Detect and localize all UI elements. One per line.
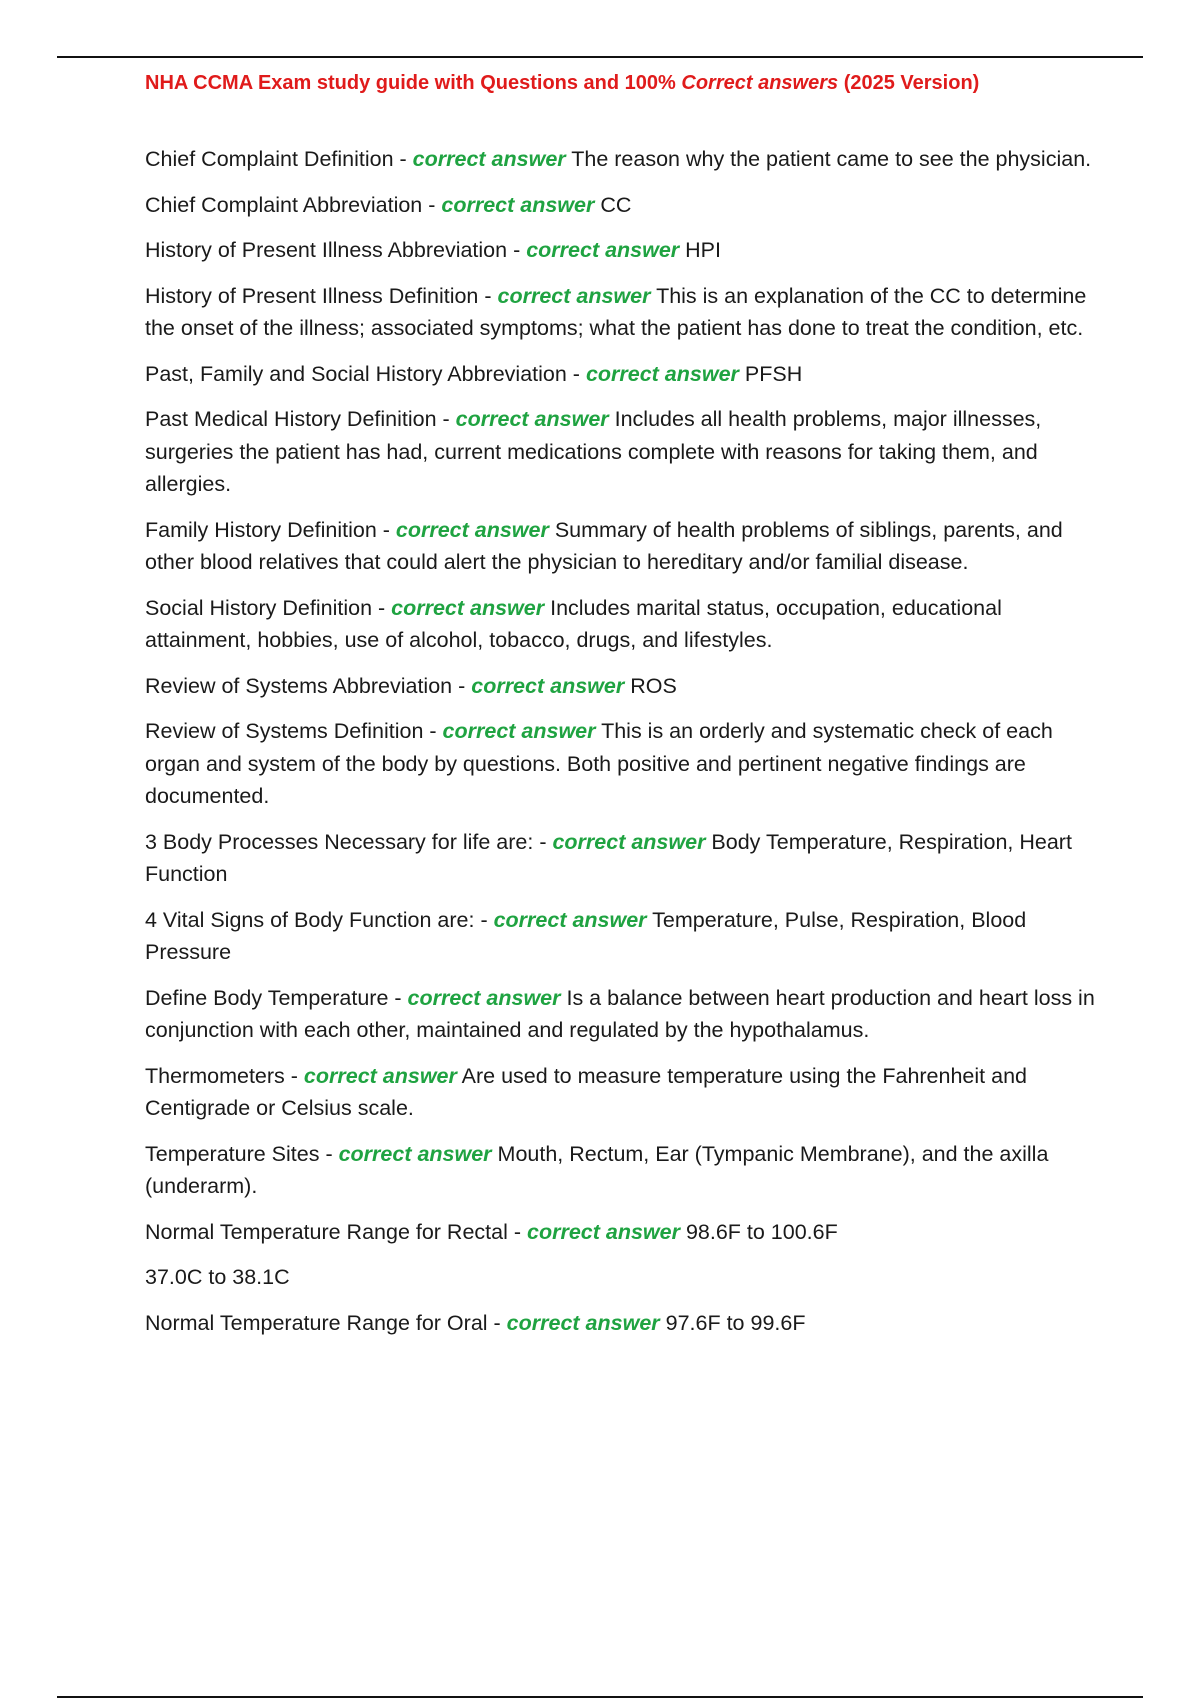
answer-text: Includes marital status, occupation, educational attainment, hobbies, use of alcohol, tobacco, drugs, and lifestyles. (145, 595, 1002, 652)
separator: - (533, 829, 553, 854)
question-text: Review of Systems Abbreviation (145, 673, 453, 698)
separator: - (507, 238, 527, 262)
separator: - (507, 1219, 527, 1244)
correct-answer-label: correct answer (338, 1141, 492, 1166)
qa-entry (145, 514, 1095, 579)
qa-list (145, 143, 1095, 1352)
header-title-part1: NHA CCMA Exam study guide with Questions and 100% (145, 72, 682, 94)
correct-answer-label: correct answer (407, 985, 561, 1010)
separator: - (478, 283, 498, 308)
qa-entry (145, 826, 1095, 891)
separator: - (284, 1063, 304, 1088)
separator: - (423, 719, 443, 743)
question-text: Past, Family and Social History Abbreviation (145, 361, 567, 386)
question-text: History of Present Illness Abbreviation (145, 238, 508, 262)
qa-entry (145, 234, 1095, 267)
qa-entry (145, 1216, 1095, 1249)
correct-answer-label: correct answer (497, 283, 651, 308)
question-text: Social History Definition (145, 595, 373, 620)
separator: - (452, 673, 472, 698)
header-title-italic: Correct answers (681, 72, 839, 94)
qa-entry (145, 280, 1095, 345)
qa-entry (145, 592, 1095, 657)
correct-answer-label: correct answer (391, 595, 545, 620)
answer-text: PFSH (744, 361, 803, 386)
question-text: Past Medical History Definition (145, 407, 437, 431)
correct-answer-label: correct answer (526, 238, 680, 262)
correct-answer-label: correct answer (552, 829, 706, 854)
question-text: 3 Body Processes Necessary for life are: (145, 829, 534, 854)
question-text: Normal Temperature Range for Oral (145, 1310, 488, 1335)
qa-entry (145, 1138, 1095, 1203)
answer-text: 97.6F to 99.6F (665, 1310, 806, 1335)
correct-answer-label: correct answer (442, 719, 596, 743)
correct-answer-label: correct answer (527, 1219, 680, 1244)
question-text: Temperature Sites (145, 1141, 320, 1166)
answer-text: Includes all health problems, major illnesses, surgeries the patient has had, current medications complete with reasons for taking them, and allergies. (145, 407, 1042, 496)
answer-text: Mouth, Rectum, Ear (Tympanic Membrane), and the axilla (underarm). (145, 1141, 1049, 1198)
answer-continuation-line: 37.0C to 38.1C (145, 1265, 290, 1289)
answer-text: CC (600, 192, 632, 217)
qa-entry (145, 1060, 1095, 1125)
correct-answer-label: correct answer (506, 1310, 660, 1335)
qa-entry (145, 670, 1095, 703)
answer-text: Is a balance between heart production and heart loss in conjunction with each other, maintained and regulated by the hypothalamus. (145, 985, 1095, 1042)
correct-answer-label: correct answer (303, 1063, 457, 1088)
separator: - (319, 1141, 339, 1166)
question-text: History of Present Illness Definition (145, 283, 479, 308)
separator: - (566, 361, 586, 386)
separator: - (436, 407, 456, 431)
bottom-rule (57, 1696, 1143, 1698)
answer-text: HPI (685, 238, 721, 262)
correct-answer-label: correct answer (441, 192, 595, 217)
question-text: Thermometers (145, 1063, 285, 1088)
answer-text: ROS (630, 673, 677, 698)
question-text: 4 Vital Signs of Body Function are: (145, 907, 475, 932)
question-text: Review of Systems Definition (145, 719, 424, 743)
separator: - (474, 907, 494, 932)
header-title-part2: (2025 Version) (838, 72, 980, 94)
correct-answer-label: correct answer (395, 517, 549, 542)
qa-entry (145, 1307, 1095, 1340)
correct-answer-label: correct answer (585, 361, 739, 386)
question-text: Normal Temperature Range for Rectal (145, 1219, 508, 1244)
separator: - (487, 1310, 507, 1335)
separator: - (376, 517, 396, 542)
correct-answer-label: correct answer (493, 907, 647, 932)
separator: - (372, 595, 392, 620)
answer-text: Are used to measure temperature using the Fahrenheit and Centigrade or Celsius scale. (145, 1063, 1027, 1120)
correct-answer-label: correct answer (412, 147, 566, 171)
question-text: Chief Complaint Definition (145, 147, 394, 171)
top-rule (57, 56, 1143, 58)
qa-entry (145, 982, 1095, 1047)
answer-text: 98.6F to 100.6F (685, 1219, 838, 1244)
answer-text: The reason why the patient came to see the physician. (571, 147, 1092, 171)
qa-entry (145, 715, 1095, 813)
separator: - (388, 985, 408, 1010)
qa-entry (145, 189, 1095, 222)
answer-text: Temperature, Pulse, Respiration, Blood Pressure (145, 907, 1027, 964)
answer-text: Body Temperature, Respiration, Heart Function (145, 829, 1072, 886)
document-header (145, 72, 1145, 95)
question-text: Define Body Temperature (145, 985, 389, 1010)
qa-entry (145, 904, 1095, 969)
correct-answer-label: correct answer (455, 407, 609, 431)
question-text: Chief Complaint Abbreviation (145, 192, 423, 217)
answer-text: This is an orderly and systematic check of each organ and system of the body by questions. Both positive and pertinent negative findings are documented. (145, 719, 1053, 808)
qa-entry (145, 358, 1095, 391)
separator: - (422, 192, 442, 217)
answer-text: Summary of health problems of siblings, parents, and other blood relatives that could alert the physician to hereditary and/or familial disease. (145, 517, 1063, 574)
answer-text: This is an explanation of the CC to determine the onset of the illness; associated symptoms; what the patient has done to treat the condition, etc. (145, 283, 1087, 340)
qa-entry (145, 403, 1095, 501)
separator: - (393, 147, 413, 171)
correct-answer-label: correct answer (471, 673, 625, 698)
qa-entry (145, 143, 1095, 176)
question-text: Family History Definition (145, 517, 377, 542)
